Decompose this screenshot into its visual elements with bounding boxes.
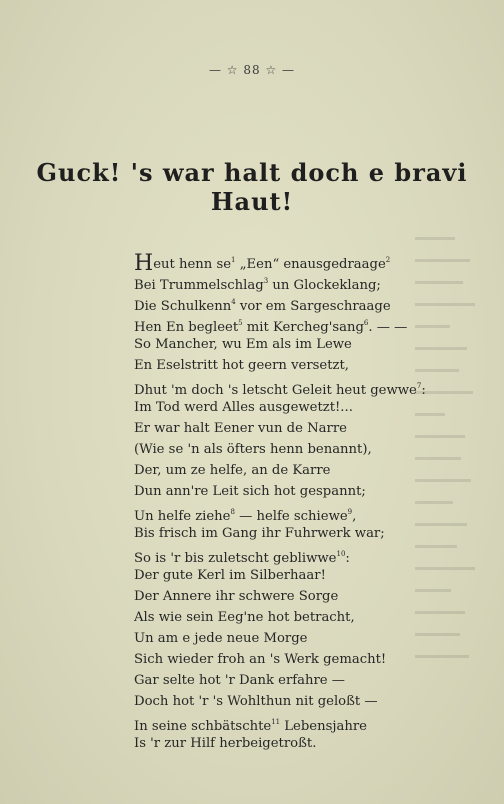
poem-line — [134, 292, 474, 313]
line-text: mit Kercheg'sang — [242, 320, 364, 335]
poem-line — [134, 712, 474, 733]
footnote-marker: 10 — [336, 550, 346, 558]
line-text: Bis frisch im Gang ihr Fuhrwerk war; — [134, 526, 385, 541]
poem-line — [134, 544, 474, 565]
poem-line — [134, 565, 474, 586]
footnote-marker: 3 — [263, 277, 269, 285]
line-text: So Mancher, wu Em als im Lewe — [134, 337, 352, 352]
footnote-marker: 1 — [231, 256, 236, 264]
footnote-marker: 5 — [238, 319, 243, 327]
poem-line — [134, 502, 474, 523]
footnote-marker: 9 — [347, 508, 353, 516]
line-text: Lebensjahre — [280, 719, 367, 734]
poem-line — [134, 355, 474, 376]
line-text: So is 'r bis zuletscht gebliwwe — [134, 551, 337, 566]
line-text: Er war halt Eener vun de Narre — [134, 421, 347, 436]
line-text: . — — — [368, 320, 408, 335]
line-text: Dhut 'm doch 's letscht Geleit heut gewwe — [134, 383, 417, 398]
line-text: , — [352, 509, 357, 524]
line-text: In seine schbätschte — [134, 719, 272, 734]
line-text: Der Annere ihr schwere Sorge — [134, 589, 339, 604]
page-number: — ☆ 88 ☆ — — [208, 63, 296, 77]
poem-line — [134, 334, 474, 355]
line-text: (Wie se 'n als öfters henn benannt), — [134, 442, 372, 457]
footnote-marker: 4 — [231, 298, 236, 306]
line-text: un Glockeklang; — [268, 278, 381, 293]
footnote-marker: 6 — [363, 319, 369, 327]
footnote-marker: 7 — [416, 382, 422, 390]
line-text: Un am e jede neue Morge — [134, 631, 308, 646]
line-text: Die Schulkenn — [134, 299, 232, 314]
poem-line — [134, 271, 474, 292]
poem-line — [134, 670, 474, 691]
poem-line — [134, 376, 474, 397]
line-text: Der gute Kerl im Silberhaar! — [134, 568, 326, 583]
poem-line — [134, 523, 474, 544]
poem-line — [134, 481, 474, 502]
line-text: Doch hot 'r 's Wohlthun nit geloßt — — [134, 694, 378, 709]
poem-line — [134, 628, 474, 649]
line-text: — helfe schiewe — [234, 509, 348, 524]
line-text: Sich wieder froh an 's Werk gemacht! — [134, 652, 387, 667]
footnote-marker: 8 — [230, 508, 235, 516]
line-text: Bei Trummelschlag — [134, 278, 264, 293]
line-text: eut henn se — [153, 257, 232, 272]
line-text: : — [345, 551, 350, 566]
line-text: Der, um ze helfe, an de Karre — [134, 463, 331, 478]
line-text: Im Tod werd Alles ausgewetzt!... — [134, 400, 353, 415]
poem-line — [134, 691, 474, 712]
poem-body — [134, 250, 474, 754]
poem-line — [134, 397, 474, 418]
poem-line — [134, 439, 474, 460]
poem-line — [134, 607, 474, 628]
line-text: Dun ann're Leit sich hot gespannt; — [134, 484, 366, 499]
poem-line — [134, 733, 474, 754]
poem-line — [134, 649, 474, 670]
poem-title: Guck! 's war halt doch e bravi Haut! — [36, 158, 468, 216]
line-text: Is 'r zur Hilf herbeigetroßt. — [134, 736, 317, 751]
footnote-marker: 2 — [385, 256, 391, 264]
line-text: Gar selte hot 'r Dank erfahre — — [134, 673, 345, 688]
line-text: Hen En begleet — [134, 320, 239, 335]
drop-cap: H — [134, 251, 154, 276]
line-text: Un helfe ziehe — [134, 509, 231, 524]
line-text: „Een“ enausgedraage — [235, 257, 386, 272]
poem-line — [134, 460, 474, 481]
footnote-marker: 11 — [271, 718, 281, 726]
poem-line — [134, 586, 474, 607]
line-text: En Eselstritt hot geern versetzt, — [134, 358, 349, 373]
poem-line — [134, 313, 474, 334]
poem-line — [134, 418, 474, 439]
line-text: : — [421, 383, 426, 398]
line-text: Als wie sein Eeg'ne hot betracht, — [134, 610, 355, 625]
line-text: vor em Sargeschraage — [235, 299, 391, 314]
poem-line — [134, 250, 474, 276]
